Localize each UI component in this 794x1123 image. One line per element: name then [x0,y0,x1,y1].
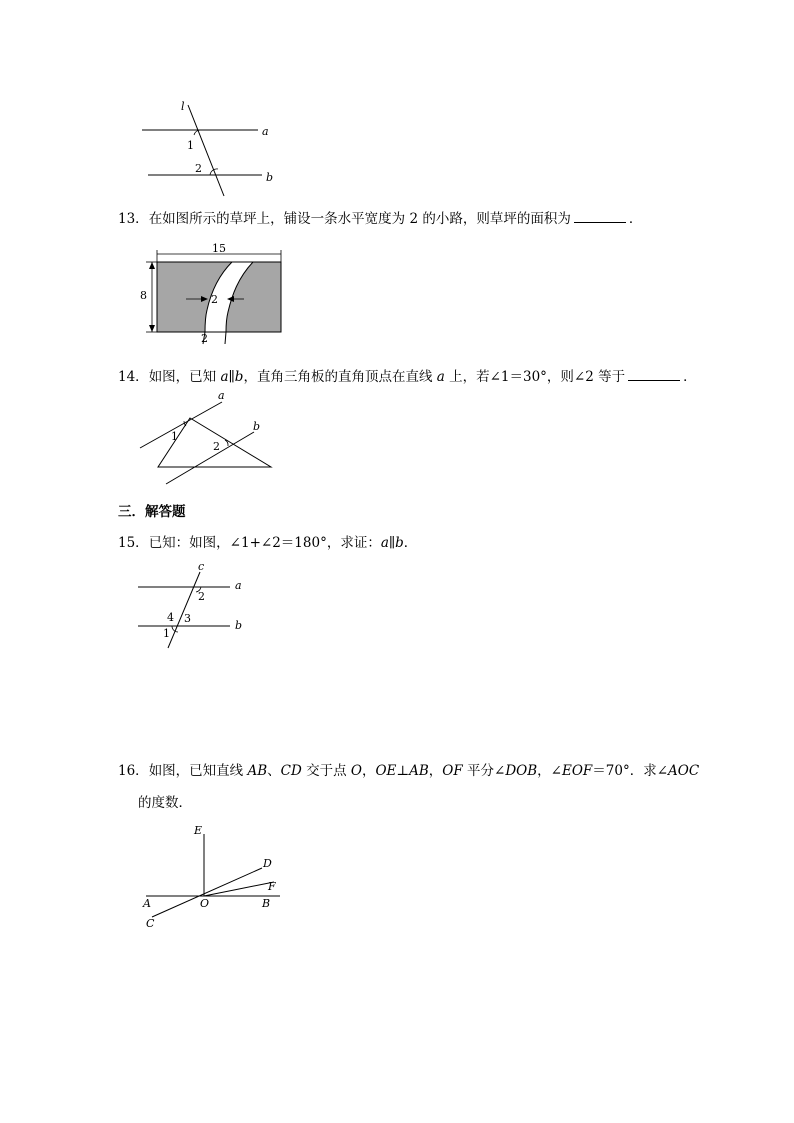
label-angle-3: 3 [184,612,191,625]
var-DOB: DOB [505,763,538,779]
label-angle-2: 2 [213,440,220,453]
label-O: O [200,897,210,910]
punctuation: ． [683,369,697,385]
var-b: b [234,369,244,385]
text-4: ，∠ [537,763,562,779]
var-a2: a [436,369,445,385]
question-number: 14． [118,369,149,385]
comma: ， [428,763,443,779]
sep: 、 [267,763,281,779]
var-OE: OE [375,763,397,779]
label-angle-2: 2 [195,162,202,175]
var-AB-2: AB [409,763,429,779]
label-angle-2: 2 [198,590,205,603]
label-l: l [181,100,185,113]
question-number: 15． [118,535,149,551]
punctuation-end: ． [628,211,643,227]
label-b: b [266,171,274,184]
section-title: 三．解答题 [118,504,186,520]
question-text: 已知：如图，∠1+∠2＝180°，求证： [148,535,381,551]
label-D: D [263,857,272,870]
var-AB: AB [247,763,268,779]
parallel-symbol: ∥ [228,369,235,385]
var-EOF: EOF [561,763,593,779]
label-a: a [235,579,242,592]
label-a: a [262,125,269,138]
label-angle-1: 1 [163,627,170,640]
comma: ， [361,763,376,779]
label-c: c [198,560,205,573]
label-C: C [146,917,155,930]
var-b: b [395,535,404,551]
var-CD: CD [280,763,302,779]
label-angle-1: 1 [187,139,194,152]
text-3: 平分∠ [462,763,506,779]
question-text-1: 如图，已知 [148,369,221,385]
text-2: 交于点 [301,763,351,779]
label-A: A [143,897,151,910]
label-F: F [268,880,276,893]
question-number: 13． [118,211,149,227]
punctuation: ． [403,535,418,551]
var-OF: OF [442,763,463,779]
label-b: b [235,619,243,632]
label-path-bottom: 2 [201,332,208,345]
parallel-symbol: ∥ [388,535,396,551]
question-text-2: ，直角三角板的直角顶点在直线 [243,369,437,385]
label-path-width: 2 [211,293,218,306]
question-16-line2: 的度数． [138,795,192,811]
label-width: 15 [212,242,226,255]
var-a: a [380,535,389,551]
label-height: 8 [140,289,147,302]
question-text-3: 上，若∠1＝30°，则∠2 等于 [444,369,626,385]
label-b: b [253,420,261,433]
label-a: a [218,389,225,402]
var-O: O [350,763,362,779]
var-a: a [220,369,229,385]
question-number: 16． [118,763,149,779]
label-angle-1: 1 [171,430,178,443]
question-text: 在如图所示的草坪上，铺设一条水平宽度为 2 的小路，则草坪的面积为 [148,211,571,227]
label-angle-4: 4 [167,611,174,624]
label-E: E [194,824,203,837]
text-5: ＝70°．求∠ [592,763,669,779]
label-B: B [262,897,271,910]
perp-symbol: ⊥ [396,763,410,779]
var-AOC: AOC [668,763,700,779]
text-1: 如图，已知直线 [148,763,248,779]
